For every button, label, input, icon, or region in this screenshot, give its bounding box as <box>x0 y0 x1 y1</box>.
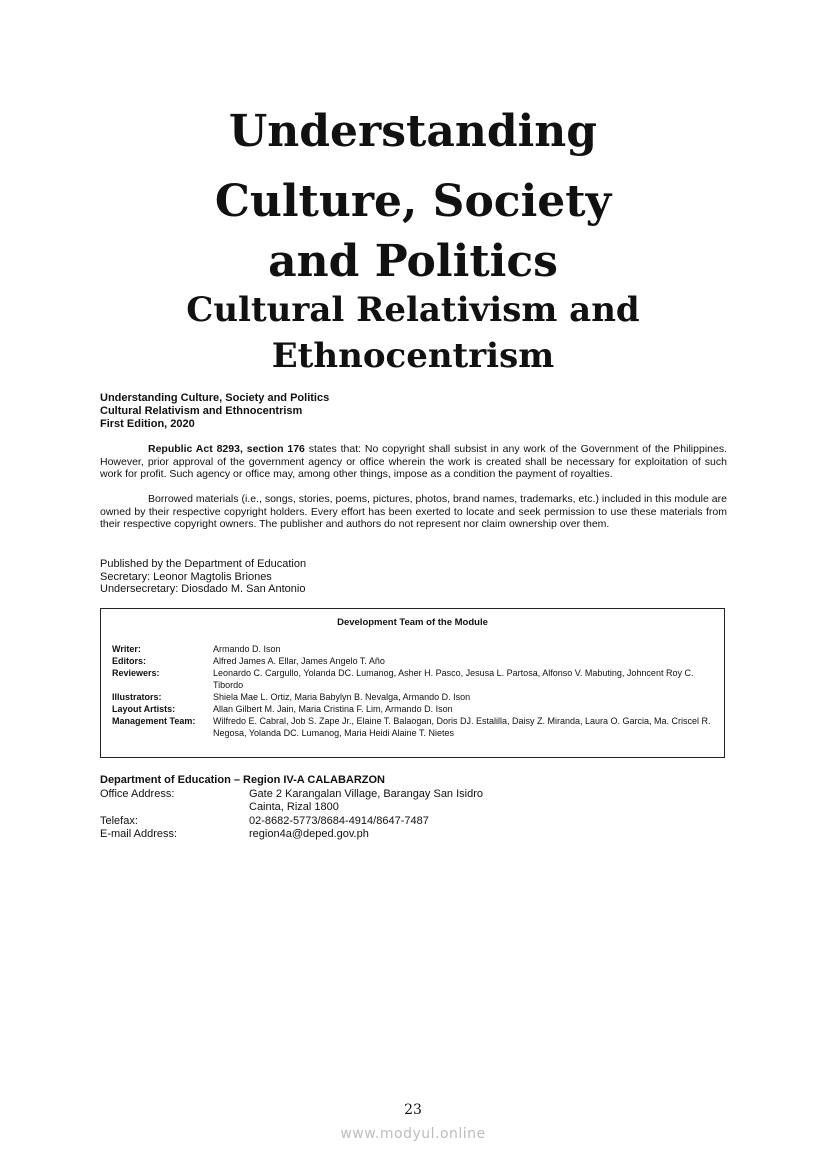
team-label: Reviewers: <box>112 668 160 678</box>
team-value: Leonardo C. Cargullo, Yolanda DC. Lumanog, Asher H. Pasco, Jesusa L. Partosa, Alfonso V. Mabuting, Johncent Roy C. Tibordo <box>213 668 694 690</box>
team-row-writer <box>112 643 713 655</box>
copyright-text-2: Borrowed materials (i.e., songs, stories, poems, pictures, photos, brand names, trademarks, etc.) included in this module are owned by their respective copyright holders. Every effort has been exerted to locate and seek permission to use these materials from their respective copyright owners. The publisher and authors do not represent nor claim ownership over them. <box>100 493 727 530</box>
team-label: Layout Artists: <box>112 704 176 714</box>
team-value: Shiela Mae L. Ortiz, Maria Babylyn B. Nevalga, Armando D. Ison <box>213 692 471 702</box>
publisher-info <box>100 558 306 596</box>
office-address-line-1: Gate 2 Karangalan Village, Barangay San Isidro <box>249 787 484 800</box>
copyright-paragraph-1 <box>100 443 727 481</box>
team-label: Editors: <box>112 656 147 666</box>
office-address-row <box>100 788 483 802</box>
office-address-label: Office Address: <box>100 787 175 800</box>
team-value: Allan Gilbert M. Jain, Maria Cristina F. Lim, Armando D. Ison <box>213 704 453 714</box>
title-line-2: Culture, Society <box>214 176 612 227</box>
team-value: Wilfredo E. Cabral, Job S. Zape Jr., Elaine T. Balaogan, Doris DJ. Estalilla, Daisy Z. Miranda, Laura O. Garcia, Ma. Criscel R. Negosa, Yolanda DC. Lumanog, Maria Heidi Alaine T. Nietes <box>213 716 711 738</box>
team-label: Writer: <box>112 644 141 654</box>
copyright-paragraph-2 <box>100 493 727 531</box>
publisher-line: Published by the Department of Education <box>100 558 307 570</box>
region-contact <box>100 774 483 842</box>
team-row-reviewers <box>112 667 713 691</box>
secretary-line: Secretary: Leonor Magtolis Briones <box>100 570 272 583</box>
office-address-row-2 <box>100 801 483 815</box>
telefax-value: 02-8682-5773/8684-4914/8647-7487 <box>249 814 429 827</box>
team-list <box>112 643 713 739</box>
development-team-box <box>100 608 725 758</box>
team-row-management <box>112 715 713 739</box>
subtitle-line-1: Cultural Relativism and <box>186 290 640 330</box>
edition-line-3: First Edition, 2020 <box>100 418 195 430</box>
team-label: Management Team: <box>112 716 196 726</box>
telefax-label: Telefax: <box>100 814 138 827</box>
edition-line-1: Understanding Culture, Society and Politics <box>100 392 330 404</box>
team-value: Armando D. Ison <box>213 644 281 654</box>
email-label: E-mail Address: <box>100 828 178 840</box>
title-line-1: Understanding <box>228 106 598 157</box>
telefax-row <box>100 815 483 829</box>
title-line-3: and Politics <box>268 236 558 287</box>
email-value: region4a@deped.gov.ph <box>249 828 369 840</box>
law-reference: Republic Act 8293, section 176 <box>148 443 305 455</box>
team-row-layout-artists <box>112 703 713 715</box>
team-label: Illustrators: <box>112 692 162 702</box>
team-value: Alfred James A. Ellar, James Angelo T. Año <box>213 656 385 666</box>
edition-info <box>100 392 329 431</box>
region-title: Department of Education – Region IV-A CALABARZON <box>100 774 385 786</box>
team-row-editors <box>112 655 713 667</box>
team-row-illustrators <box>112 691 713 703</box>
email-row <box>100 828 483 842</box>
watermark: www.modyul.online <box>340 1126 486 1142</box>
copyright-text-1: states that: No copyright shall subsist in any work of the Government of the Philippines. However, prior approval of the government agency or office wherein the work is created shall be necessary for exploitation of such work for profit. Such agency or office may, among other things, impose as a condition the payment of royalties. <box>100 443 727 480</box>
page-number: 23 <box>404 1102 422 1118</box>
edition-line-2: Cultural Relativism and Ethnocentrism <box>100 405 303 417</box>
undersecretary-line: Undersecretary: Diosdado M. San Antonio <box>100 583 306 595</box>
subtitle-line-2: Ethnocentrism <box>271 336 555 376</box>
office-address-line-2: Cainta, Rizal 1800 <box>249 801 339 813</box>
team-title: Development Team of the Module <box>337 617 488 628</box>
